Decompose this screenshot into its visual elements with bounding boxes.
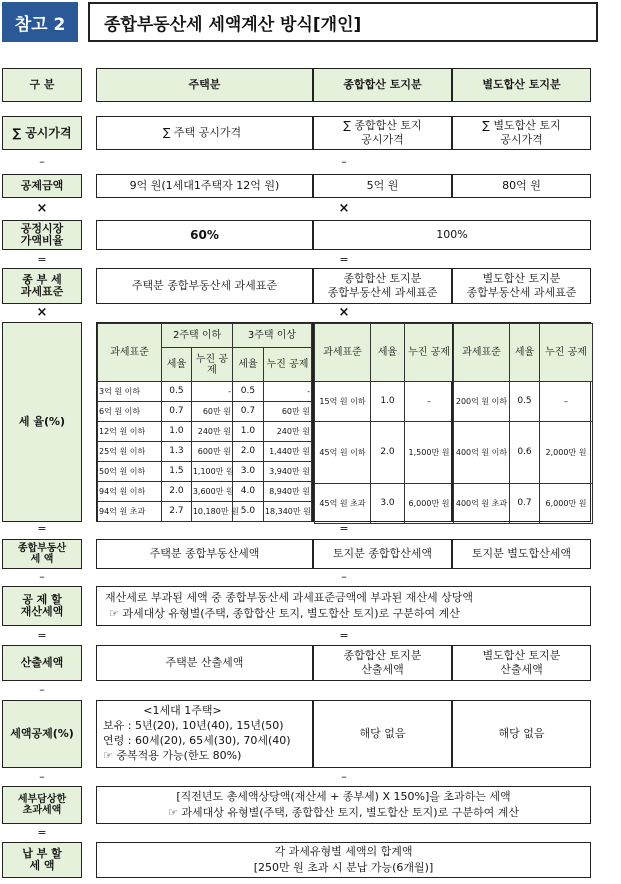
badge-text: 참고 2 [14,14,66,35]
house-rate-cell-r2: 0.7 [233,402,264,422]
house-rate-header-base: 과세표준 [98,324,162,382]
sep-rate-cell-rate: 0.7 [510,484,540,524]
sep-land-calc-tax-text: 별도합산 토지분 산출세액 [482,649,561,676]
minus-operator: – [341,570,347,583]
sep-land-tax-base [452,268,591,304]
house-tax-credit [96,700,313,768]
sep-land-deduction-text: 80억 원 [502,179,541,192]
house-rate-cell-r2: 1.0 [233,422,264,442]
col-header-comp-land-text: 종합합산 토지분 [343,78,422,91]
label-payable-text: 납 부 할 세 액 [22,847,62,872]
label-comp-tax-text: 종합부동산 세 액 [17,543,67,565]
equals-operator: = [339,629,349,642]
sep-rate-row [454,422,593,484]
label-tax-credit [2,700,82,768]
cap-excess-line2: ☞ 과세대상 유형별(주택, 종합합산 토지, 별도합산 토지)로 구분하여 계산 [168,806,519,819]
label-fair-ratio-text: 공정시장 가액비율 [20,222,64,247]
land-fair-ratio-text: 100% [436,228,468,241]
comp-land-calc-tax-text: 종합합산 토지분 산출세액 [343,649,422,676]
house-tax-credit-line4: ☞ 중복적용 가능(한도 80%) [103,749,242,762]
sep-rate-header-rate: 세율 [510,324,540,382]
label-tax-rate [2,322,82,522]
page-title [88,2,598,42]
sep-land-comp-tax [452,539,591,569]
sep-land-calc-tax [452,645,591,681]
house-rate-cell-c1: 10,180만 원 [191,502,232,522]
house-rate-cell-base: 50억 원 이하 [98,462,162,482]
comp-land-tax-base [313,268,452,304]
comp-land-deduction [313,174,452,198]
sep-rate-cell-cum: 6,000만 원 [540,484,593,524]
equals-operator: = [37,826,47,839]
house-rate-row [98,462,312,482]
house-calc-tax [96,645,313,681]
comp-land-tax-credit [313,700,452,768]
house-comp-tax [96,539,313,569]
house-rate-header-three-or-more: 3주택 이상 [233,324,312,348]
comp-land-tax-credit-text: 해당 없음 [359,727,406,740]
cap-excess-content [96,786,591,824]
comp-rate-header-base: 과세표준 [315,324,371,382]
house-rate-cell-r2: 0.5 [233,382,264,402]
land-fair-ratio [313,220,591,250]
deduct-property-line2: ☞ 과세대상 유형별(주택, 종합합산 토지, 별도합산 토지)로 구분하여 계산 [109,607,460,620]
label-cap-excess [2,786,82,824]
house-deduction [96,174,313,198]
payable-content [96,842,591,878]
comp-rate-cell-cum: 1,500만 원 [405,422,454,484]
label-tax-base [2,268,82,304]
comp-land-public-price [313,116,452,150]
house-rate-header-two-or-less: 2주택 이하 [162,324,233,348]
house-public-price [96,116,313,150]
house-rate-cell-r1: 0.7 [162,402,192,422]
house-rate-cell-base: 6억 원 이하 [98,402,162,422]
house-rate-cell-base: 3억 원 이하 [98,382,162,402]
house-rate-cell-c1: 1,100만 원 [191,462,232,482]
minus-operator: – [341,770,347,783]
sep-land-deduction [452,174,591,198]
house-tax-base-text: 주택분 종합부동산세 과세표준 [131,279,278,292]
comp-rate-header-rate: 세율 [371,324,405,382]
house-rate-cell-r1: 1.5 [162,462,192,482]
equals-operator: = [37,253,47,266]
comp-rate-cell-base: 45억 원 초과 [315,484,371,524]
house-rate-cell-r2: 3.0 [233,462,264,482]
house-fair-ratio [96,220,313,250]
label-tax-rate-text: 세 율(%) [18,415,66,428]
house-rate-cell-base: 94억 원 초과 [98,502,162,522]
label-comp-tax [2,539,82,569]
comp-land-deduction-text: 5억 원 [366,179,399,192]
label-deduction-text: 공제금액 [20,179,64,192]
deduct-property-line1: 재산세로 부과된 세액 중 종합부동산세 과세표준금액에 부과된 재산세 상당액 [105,591,474,604]
sep-land-tax-credit-text: 해당 없음 [498,727,545,740]
house-rate-row [98,382,312,402]
house-rate-header-cum: 누진 공제 [263,348,311,382]
house-rate-cell-r1: 0.5 [162,382,192,402]
minus-operator: – [39,155,45,168]
sep-land-tax-credit [452,700,591,768]
house-rate-cell-c2: - [263,382,311,402]
house-rate-cell-base: 94억 원 이하 [98,482,162,502]
col-header-label [2,68,82,102]
house-rate-cell-base: 12억 원 이하 [98,422,162,442]
minus-operator: – [39,770,45,783]
col-header-sep-land-text: 별도합산 토지분 [482,78,561,91]
house-rate-header-rate: 세율 [162,348,192,382]
sep-land-public-price-text: ∑ 별도합산 토지 공시가격 [482,119,561,146]
comp-rate-cell-cum: – [405,382,454,422]
col-header-comp-land [313,68,452,102]
house-rate-cell-r2: 4.0 [233,482,264,502]
house-rate-cell-base: 25억 원 이하 [98,442,162,462]
sep-rate-cell-rate: 0.5 [510,382,540,422]
sep-land-public-price [452,116,591,150]
label-calc-tax-text: 산출세액 [20,656,64,669]
house-tax-credit-line1: <1세대 1주택> [143,704,222,717]
house-public-price-text: ∑ 주택 공시가격 [163,126,242,139]
sep-rate-cell-base: 400억 원 이하 [454,422,510,484]
comp-land-comp-tax [313,539,452,569]
payable-line1: 각 과세유형별 세액의 합계액 [274,845,413,858]
house-rate-row [98,502,312,522]
house-rate-row [98,422,312,442]
house-rate-cell-r1: 2.7 [162,502,192,522]
label-fair-ratio [2,220,82,250]
house-rate-cell-r2: 5.0 [233,502,264,522]
col-header-label-text: 구 분 [29,78,55,91]
sep-rate-header-cum: 누진 공제 [540,324,593,382]
minus-operator: – [39,570,45,583]
comp-land-public-price-text: ∑ 종합합산 토지 공시가격 [343,119,422,146]
equals-operator: = [339,253,349,266]
comp-rate-cell-rate: 2.0 [371,422,405,484]
sep-rate-cell-base: 400억 원 초과 [454,484,510,524]
house-rate-cell-r1: 1.3 [162,442,192,462]
comp-rate-cell-cum: 6,000만 원 [405,484,454,524]
reference-badge [2,2,78,42]
comp-rate-cell-rate: 1.0 [371,382,405,422]
house-rate-header-rate: 세율 [233,348,264,382]
comp-rate-row [315,422,454,484]
house-rate-cell-c2: 3,940만 원 [263,462,311,482]
house-rate-cell-c1: 600만 원 [191,442,232,462]
minus-operator: – [341,155,347,168]
comp-rate-row [315,382,454,422]
sep-rate-cell-base: 200억 원 이하 [454,382,510,422]
cap-excess-line1: [직전년도 총세액상당액(재산세 + 종부세) X 150%]을 초과하는 세액 [176,790,511,803]
comp-rate-row [315,484,454,524]
house-rate-cell-r1: 1.0 [162,422,192,442]
sep-rate-row [454,484,593,524]
label-deduct-property-text: 공 제 할 재산세액 [20,593,64,618]
equals-operator: = [37,629,47,642]
label-public-price [2,116,82,150]
sep-rate-row [454,382,593,422]
col-header-house-text: 주택분 [188,78,221,91]
comp-land-comp-tax-text: 토지분 종합합산세액 [332,547,433,560]
times-operator: × [338,201,350,216]
comp-land-rate-table [313,322,452,522]
house-calc-tax-text: 주택분 산출세액 [165,656,244,669]
label-payable [2,842,82,878]
times-operator: × [36,201,48,216]
house-rate-cell-c1: 3,600만 원 [191,482,232,502]
house-rate-cell-c2: 18,340만 원 [263,502,311,522]
house-tax-credit-line3: 연령 : 60세(20), 65세(30), 70세(40) [103,734,291,747]
label-calc-tax [2,645,82,681]
house-tax-credit-line2: 보유 : 5년(20), 10년(40), 15년(50) [103,719,284,732]
payable-line2: [250만 원 초과 시 분납 가능(6개월)] [253,861,434,874]
sep-land-rate-table [452,322,591,522]
comp-land-calc-tax [313,645,452,681]
sep-land-tax-base-text: 별도합산 토지분 종합부동산세 과세표준 [466,272,577,299]
label-tax-base-text: 종 부 세 과세표준 [20,273,64,298]
house-rate-cell-c2: 8,940만 원 [263,482,311,502]
house-rate-header-cum: 누진 공제 [191,348,232,382]
house-deduction-text: 9억 원(1세대1주택자 12억 원) [129,179,280,192]
house-rate-cell-r2: 2.0 [233,442,264,462]
house-rate-row [98,402,312,422]
house-rate-row [98,482,312,502]
col-header-sep-land [452,68,591,102]
label-deduction [2,174,82,198]
comp-rate-cell-base: 15억 원 이하 [315,382,371,422]
house-rate-row [98,442,312,462]
label-cap-excess-text: 세부담상한 초과세액 [17,794,67,816]
house-tax-base [96,268,313,304]
sep-land-comp-tax-text: 토지분 별도합산세액 [471,547,572,560]
page-title-text: 종합부동산세 세액계산 방식[개인] [104,14,362,35]
label-deduct-property [2,586,82,626]
house-rate-cell-c2: 60만 원 [263,402,311,422]
col-header-house [96,68,313,102]
equals-operator: = [339,522,349,535]
comp-land-tax-base-text: 종합합산 토지분 종합부동산세 과세표준 [327,272,438,299]
house-rate-cell-c1: 240만 원 [191,422,232,442]
house-fair-ratio-text: 60% [190,228,219,242]
house-comp-tax-text: 주택분 종합부동산세액 [149,547,260,560]
house-rate-cell-r1: 2.0 [162,482,192,502]
house-rate-table [96,322,313,522]
comp-rate-header-cum: 누진 공제 [405,324,454,382]
sep-rate-header-base: 과세표준 [454,324,510,382]
house-rate-cell-c1: 60만 원 [191,402,232,422]
label-public-price-text: ∑ 공시가격 [12,126,72,140]
deduct-property-content [96,586,591,626]
house-rate-cell-c2: 1,440만 원 [263,442,311,462]
sep-rate-cell-cum: 2,000만 원 [540,422,593,484]
sep-rate-cell-rate: 0.6 [510,422,540,484]
equals-operator: = [37,522,47,535]
house-rate-cell-c1: - [191,382,232,402]
comp-rate-cell-rate: 3.0 [371,484,405,524]
house-rate-cell-c2: 240만 원 [263,422,311,442]
sep-rate-cell-cum: – [540,382,593,422]
times-operator: × [36,305,48,320]
label-tax-credit-text: 세액공제(%) [10,727,74,740]
comp-rate-cell-base: 45억 원 이하 [315,422,371,484]
minus-operator: – [39,683,45,696]
times-operator: × [338,305,350,320]
